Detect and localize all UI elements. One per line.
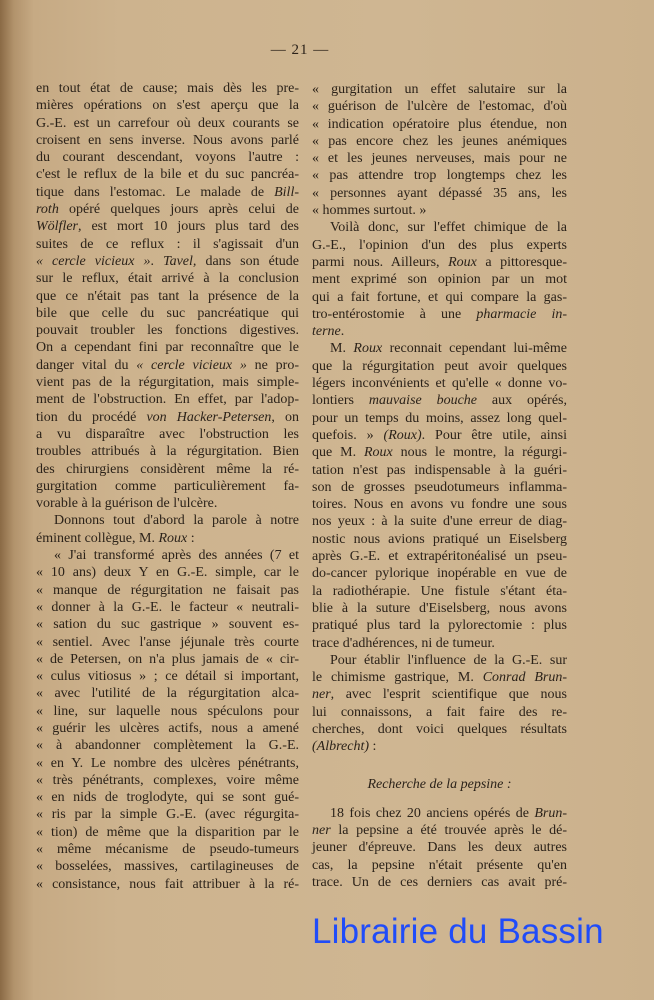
text-segment: : <box>187 530 195 546</box>
page-number: — 21 — <box>270 42 330 58</box>
text-segment: quefois. » <box>312 427 384 443</box>
text-line <box>36 409 299 426</box>
text-segment: trace d'adhérences, ni de tumeur. <box>312 635 495 651</box>
text-segment: le chimisme gastrique, M. <box>312 670 483 686</box>
text-line <box>312 583 567 600</box>
text-line <box>36 841 299 858</box>
text-segment: Voilà donc, sur l'effet chimique de la <box>330 220 567 236</box>
text-line <box>312 271 567 288</box>
text-segment: croisent en sens inverse. Nous avons parlé <box>36 132 299 148</box>
text-segment: des chirurgiens considèrent même la ré- <box>36 461 299 477</box>
italic-text-segment: mauvaise bouche <box>368 393 478 409</box>
text-segment: Donnons tout d'abord la parole à notre <box>54 513 299 529</box>
italic-text-segment: « cercle vicieux » <box>136 357 247 373</box>
text-segment: légers inconvénients et qu'elle « donne vo- <box>312 376 567 392</box>
text-segment: « très pénétrants, complexes, voire même <box>36 772 299 788</box>
text-line <box>36 322 299 339</box>
italic-text-segment: Roux <box>448 254 477 270</box>
text-line <box>36 495 299 512</box>
text-line <box>36 512 299 529</box>
italic-text-segment: Roux <box>364 445 393 461</box>
text-segment: « bosselées, massives, cartilagineuses de <box>36 859 299 875</box>
text-segment: opéré quelques jours après celui de <box>58 202 299 218</box>
text-line <box>312 358 567 375</box>
text-line <box>312 635 567 652</box>
text-line <box>36 772 299 789</box>
text-segment: ne pro- <box>246 357 299 373</box>
text-line <box>36 132 299 149</box>
text-segment: « guérir les ulcères actifs, nous a amené <box>36 720 299 736</box>
text-line <box>312 874 567 891</box>
italic-text-segment: Roux <box>158 530 188 546</box>
text-segment: danger vital du <box>36 357 137 373</box>
text-line <box>312 462 567 479</box>
text-segment: sur le reflux, était arrivé à la conclusion <box>36 271 299 287</box>
text-line <box>36 478 299 495</box>
text-segment: pouvait troubler les fonctions digestives. <box>36 323 299 339</box>
text-line <box>36 876 299 893</box>
text-segment: lontiers <box>312 393 369 409</box>
text-line <box>312 822 567 839</box>
text-segment: « pas attendre trop longtemps chez les <box>312 168 567 184</box>
text-segment: nos yeux : à la suite d'une erreur de diag- <box>312 514 567 530</box>
text-segment: vient pas de la régurgitation, mais simple- <box>36 375 299 391</box>
italic-text-segment: (Roux) <box>383 427 422 443</box>
text-line <box>36 737 299 754</box>
text-segment: « à abandonner complètement la G.-E. <box>36 738 299 754</box>
text-line <box>312 306 567 323</box>
text-segment: « en Y. Le nombre des ulcères pénétrants, <box>36 755 299 771</box>
text-line <box>36 547 299 564</box>
text-line <box>312 167 567 184</box>
text-line <box>312 392 567 409</box>
text-line <box>36 582 299 599</box>
text-line <box>312 81 567 98</box>
text-segment: ment exprimé son opinion par un mot <box>312 272 567 288</box>
italic-text-segment: « cercle vicieux » <box>36 253 151 269</box>
text-line <box>312 738 567 755</box>
text-line <box>36 149 299 166</box>
text-line <box>36 720 299 737</box>
italic-text-segment: Brun- <box>534 805 567 821</box>
paragraph <box>312 805 567 891</box>
text-segment: « indication opératoire plus étendue, non <box>312 116 567 132</box>
text-line <box>36 824 299 841</box>
text-segment: « tion) de même que la disparition par le <box>36 824 299 840</box>
text-segment: nous le montre, la régurgi- <box>392 445 567 461</box>
text-line <box>36 668 299 685</box>
text-line <box>312 340 567 357</box>
text-segment: nostic nous avions pratiqué un Eiselsberg <box>312 531 567 547</box>
text-segment: parmi nous. Ailleurs, <box>312 254 449 270</box>
paragraph <box>36 547 299 893</box>
text-segment: 18 fois chez 20 anciens opérés de <box>330 805 535 821</box>
text-line <box>36 651 299 668</box>
text-line <box>312 444 567 461</box>
text-segment: Pour établir l'influence de la G.-E. sur <box>330 652 567 668</box>
text-segment: du courant descendant, voyons l'autre : <box>36 150 299 166</box>
text-segment: , est mort 10 jours plus tard des <box>78 219 299 235</box>
paragraph <box>36 512 299 547</box>
text-segment: que M. <box>312 445 364 461</box>
text-segment: lui connaissons, a fait faire des re- <box>312 704 567 720</box>
text-segment: , on <box>271 409 299 425</box>
text-line <box>36 703 299 720</box>
text-line <box>36 357 299 374</box>
text-line <box>36 80 299 97</box>
text-segment: la pepsine a été trouvée après le dé- <box>330 823 567 839</box>
text-line <box>36 97 299 114</box>
text-line <box>36 218 299 235</box>
text-line <box>36 858 299 875</box>
text-line <box>312 150 567 167</box>
text-line <box>312 531 567 548</box>
text-segment: « personnes ayant dépassé 35 ans, les <box>312 185 567 201</box>
paragraph <box>312 219 567 340</box>
text-segment: « de Petersen, on n'a plus jamais de « cir- <box>36 651 299 667</box>
text-line <box>312 116 567 133</box>
text-segment: éminent collègue, M. <box>36 530 159 546</box>
text-segment: do-cancer pylorique inopérable en vue de <box>312 566 567 582</box>
text-line <box>312 669 567 686</box>
text-segment: « line, sur laquelle nous spéculons pour <box>36 703 299 719</box>
text-line <box>36 115 299 132</box>
text-segment: « sation du suc gastrique » souvent es- <box>36 617 299 633</box>
text-segment: M. <box>330 341 354 357</box>
text-line <box>312 98 567 115</box>
text-segment: a vu disparaître avec l'obstruction les <box>36 426 299 442</box>
text-segment: que ce n'était pas tant la présence de la <box>36 288 299 304</box>
text-segment: en tout état de cause; mais dès les pre- <box>36 81 299 96</box>
italic-text-segment: ner <box>312 823 331 839</box>
text-segment: ment de l'obstruction. En effet, par l'adop- <box>36 392 299 408</box>
text-segment: après G.-E. et extrapéritonéalisé un pseu- <box>312 549 567 565</box>
text-line <box>36 634 299 651</box>
text-segment: pour un temps du moins, assez long quel- <box>312 410 567 426</box>
text-segment: gurgitation comme particulièrement fa- <box>36 478 299 494</box>
text-segment: pratiqué plus tard la pylorectomie : plus <box>312 618 567 634</box>
text-segment: la radiothérapie. Une fistule s'étant éta- <box>312 583 567 599</box>
text-segment: « guérison de l'ulcère de l'estomac, d'où <box>312 99 567 115</box>
text-line <box>36 184 299 201</box>
text-line <box>36 391 299 408</box>
text-segment: « donner à la G.-E. le facteur « neutrali- <box>36 599 299 615</box>
text-segment: dans son étude <box>196 253 299 269</box>
text-segment: « J'ai transformé après des années (7 et <box>54 548 299 564</box>
italic-text-segment: (Albrecht) <box>312 739 370 755</box>
text-segment: tique dans l'estomac. Le malade de <box>36 184 275 200</box>
text-segment: « sentiel. Avec l'anse jéjunale très courte <box>36 634 299 650</box>
text-line <box>312 721 567 738</box>
text-line <box>36 443 299 460</box>
text-line <box>36 530 299 547</box>
text-line <box>36 616 299 633</box>
text-segment: « même mécanisme de pseudo-tumeurs <box>36 842 299 858</box>
text-segment: jeuner d'épreuve. Dans les deux autres <box>312 840 567 856</box>
text-segment: . <box>340 324 345 340</box>
italic-text-segment: roth <box>36 202 59 218</box>
section-heading: Recherche de la pepsine : <box>367 776 512 792</box>
text-line <box>36 755 299 772</box>
text-segment: vorable à la guérison de l'ulcère. <box>36 496 218 512</box>
text-line <box>312 254 567 271</box>
text-segment: tion du procédé <box>36 409 147 425</box>
text-segment: , avec l'esprit scientifique que nous <box>330 687 567 703</box>
italic-text-segment: Wölfler <box>36 219 78 235</box>
text-segment: toires. Nous en avons vu fondre une sous <box>312 497 567 513</box>
text-segment: G.-E. est un carrefour où deux courants se <box>36 115 299 131</box>
text-line <box>312 133 567 150</box>
text-line <box>312 410 567 427</box>
text-segment: tro-entérostomie à une <box>312 306 477 322</box>
italic-text-segment: Roux <box>353 341 383 357</box>
text-segment: G.-E., l'opinion d'un des plus experts <box>312 237 567 253</box>
right-column <box>312 81 567 891</box>
italic-text-segment: Conrad Brun- <box>482 670 567 686</box>
text-line <box>36 374 299 391</box>
text-segment: « culus vitiosus » ; ce détail si important, <box>36 669 299 685</box>
text-line <box>36 253 299 270</box>
text-line <box>36 166 299 183</box>
text-line <box>312 185 567 202</box>
text-line <box>312 565 567 582</box>
text-line <box>312 237 567 254</box>
text-line <box>312 202 567 219</box>
text-line <box>312 857 567 874</box>
text-line <box>312 652 567 669</box>
text-line <box>312 323 567 340</box>
text-line <box>36 201 299 218</box>
text-segment: troubles attribués à la régurgitation. Bien <box>36 444 299 460</box>
text-segment: trace. Un de ces derniers cas avait pré- <box>312 875 567 891</box>
text-line <box>312 496 567 513</box>
text-segment: son de grosses pseudotumeurs inflamma- <box>312 479 567 495</box>
text-segment: « consistance, nous fait attribuer à la ré- <box>36 876 299 892</box>
text-segment: : <box>369 739 377 755</box>
text-line <box>36 461 299 478</box>
text-segment: On a cependant fini par reconnaître que le <box>36 340 299 356</box>
paragraph <box>36 80 299 512</box>
text-line <box>36 806 299 823</box>
text-segment: qui a fait fortune, et qui compare la gas- <box>312 289 567 305</box>
text-segment: aux opérés, <box>477 393 567 409</box>
text-line <box>36 339 299 356</box>
text-line <box>312 805 567 822</box>
paragraph <box>312 340 567 651</box>
text-line <box>312 513 567 530</box>
text-line <box>36 426 299 443</box>
text-line <box>312 289 567 306</box>
text-segment: « pas encore chez les jeunes anémiques <box>312 133 567 149</box>
italic-text-segment: pharmacie in- <box>476 306 568 322</box>
text-segment: « gurgitation un effet salutaire sur la <box>312 82 567 97</box>
text-segment: c'est le reflux de la bile et du suc pancréa- <box>36 167 299 183</box>
left-column <box>36 80 299 893</box>
italic-text-segment: terne <box>312 324 341 340</box>
text-line <box>312 839 567 856</box>
text-segment: blie à la suture d'Eiselsberg, nous avons <box>312 600 567 616</box>
text-line <box>36 305 299 322</box>
text-line <box>312 686 567 703</box>
text-segment: . <box>150 253 164 269</box>
text-line <box>312 427 567 444</box>
text-segment: tation n'est pas indispensable à la guéri- <box>312 462 567 478</box>
text-segment: cherches, dont voici quelques résultats <box>312 721 567 737</box>
text-segment: « avec l'utilité de la régurgitation alca- <box>36 686 299 702</box>
italic-text-segment: ner <box>312 687 331 703</box>
text-line <box>312 479 567 496</box>
watermark: Librairie du Bassin <box>312 912 604 951</box>
text-line <box>36 288 299 305</box>
text-line <box>312 600 567 617</box>
text-segment: a pittoresque- <box>476 254 567 270</box>
text-line <box>36 564 299 581</box>
text-line <box>36 270 299 287</box>
text-line <box>36 685 299 702</box>
text-segment: « 10 ans) deux Y en G.-E. simple, car le <box>36 565 299 581</box>
text-segment: « hommes surtout. » <box>312 203 427 219</box>
italic-text-segment: von Hacker-Petersen <box>146 409 272 425</box>
text-line <box>312 219 567 236</box>
text-line <box>36 789 299 806</box>
text-segment: bile que celle du suc pancréatique qui <box>36 305 299 321</box>
text-line <box>312 375 567 392</box>
text-segment: reconnait cependant lui-même <box>382 341 567 357</box>
text-segment: « et les jeunes nerveuses, mais pour ne <box>312 151 567 167</box>
text-segment: cas, la pepsine n'était présente qu'en <box>312 857 567 873</box>
text-segment: suites de ce reflux : il s'agissait d'un <box>36 236 299 252</box>
text-line <box>312 704 567 721</box>
paragraph <box>312 652 567 756</box>
text-line <box>36 599 299 616</box>
text-segment: « manque de régurgitation ne faisait pas <box>36 582 299 598</box>
text-segment: « ris par la simple G.-E. (avec régurgita- <box>36 807 299 823</box>
text-segment: que la régurgitation peut avoir quelques <box>312 358 567 374</box>
text-segment: « en nids de troglodyte, qui se sont gué- <box>36 790 299 806</box>
text-line <box>312 617 567 634</box>
italic-text-segment: Tavel, <box>163 253 197 269</box>
text-segment: mières opérations on s'est aperçu que la <box>36 98 299 114</box>
paragraph <box>312 81 567 219</box>
text-line <box>312 548 567 565</box>
text-line <box>36 236 299 253</box>
text-segment: . Pour être utile, ainsi <box>421 427 567 443</box>
italic-text-segment: Bill- <box>274 184 299 200</box>
